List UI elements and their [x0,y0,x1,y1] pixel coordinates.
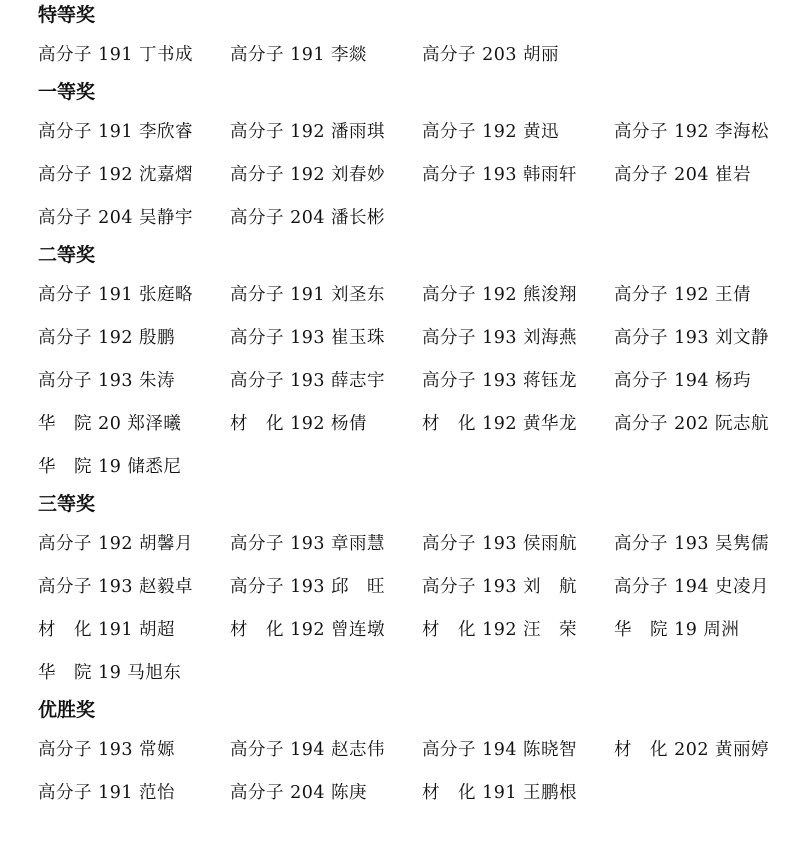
award-recipient-entry: 高分子 193 薛志宇 [230,371,386,391]
award-recipient-entry: 华 院 19 周洲 [614,620,740,640]
award-recipient-entry: 高分子 193 蒋钰龙 [422,371,578,391]
award-recipient-entry: 高分子 194 陈晓智 [422,740,578,760]
award-recipient-entry: 高分子 194 杨玙 [614,371,752,391]
award-recipient-entry: 材 化 191 王鹏根 [422,783,578,803]
award-recipient-entry: 华 院 19 储悉尼 [38,457,182,477]
award-section [38,695,805,815]
award-recipient-entry: 高分子 192 王倩 [614,285,752,305]
award-recipient-entry: 高分子 204 崔岩 [614,165,752,185]
award-recipient-entry: 高分子 204 吴静宇 [38,208,194,228]
award-recipient-entry: 高分子 191 范怡 [38,783,176,803]
award-recipient-entry: 高分子 192 刘春妙 [230,165,386,185]
award-recipient-entry: 高分子 192 李海松 [614,122,770,142]
award-section-title: 二等奖 [38,244,96,266]
award-section [38,489,805,695]
award-recipient-entry: 高分子 192 熊浚翔 [422,285,578,305]
award-recipient-entry: 高分子 193 朱涛 [38,371,176,391]
award-list-document [38,0,805,815]
award-recipient-entry: 高分子 193 邱 旺 [230,577,386,597]
award-recipient-entry: 高分子 203 胡丽 [422,45,560,65]
award-section [38,77,805,240]
award-row [38,360,805,403]
award-recipient-entry: 华 院 19 马旭东 [38,663,182,683]
award-recipient-entry: 高分子 191 张庭略 [38,285,194,305]
award-row [38,609,805,652]
award-section [38,240,805,489]
award-section-title: 一等奖 [38,81,96,103]
award-recipient-entry: 材 化 192 曾连墩 [230,620,386,640]
award-recipient-entry: 高分子 191 李燚 [230,45,368,65]
award-recipient-entry: 高分子 202 阮志航 [614,414,770,434]
award-row [38,772,805,815]
award-recipient-entry: 高分子 193 吴隽儒 [614,534,770,554]
award-section [38,0,805,77]
award-recipient-entry: 高分子 193 常嫄 [38,740,176,760]
award-row [38,317,805,360]
award-row [38,34,805,77]
award-row [38,274,805,317]
award-row [38,652,805,695]
award-recipient-entry: 高分子 193 赵毅卓 [38,577,194,597]
award-recipient-entry: 高分子 192 黄迅 [422,122,560,142]
award-section-title: 三等奖 [38,493,96,515]
award-recipient-entry: 高分子 204 陈庚 [230,783,368,803]
award-section-title: 特等奖 [38,4,96,26]
award-recipient-entry: 高分子 193 章雨慧 [230,534,386,554]
award-recipient-entry: 高分子 191 丁书成 [38,45,194,65]
award-recipient-entry: 华 院 20 郑泽曦 [38,414,182,434]
award-recipient-entry: 高分子 192 殷鹏 [38,328,176,348]
award-recipient-entry: 材 化 192 杨倩 [230,414,368,434]
award-row [38,566,805,609]
award-recipient-entry: 高分子 192 潘雨琪 [230,122,386,142]
award-recipient-entry: 高分子 192 沈嘉熠 [38,165,194,185]
award-recipient-entry: 高分子 191 刘圣东 [230,285,386,305]
award-recipient-entry: 高分子 194 史凌月 [614,577,770,597]
award-recipient-entry: 材 化 191 胡超 [38,620,176,640]
award-row [38,197,805,240]
award-recipient-entry: 高分子 204 潘长彬 [230,208,386,228]
award-recipient-entry: 材 化 202 黄丽婷 [614,740,770,760]
award-recipient-entry: 高分子 191 李欣睿 [38,122,194,142]
award-recipient-entry: 高分子 193 侯雨航 [422,534,578,554]
award-row [38,111,805,154]
award-recipient-entry: 高分子 192 胡馨月 [38,534,194,554]
award-row [38,154,805,197]
award-recipient-entry: 高分子 193 崔玉珠 [230,328,386,348]
award-section-title: 优胜奖 [38,699,96,721]
award-row [38,403,805,446]
award-recipient-entry: 材 化 192 黄华龙 [422,414,578,434]
award-recipient-entry: 高分子 193 刘海燕 [422,328,578,348]
award-row [38,446,805,489]
award-row [38,523,805,566]
award-row [38,729,805,772]
award-recipient-entry: 高分子 193 刘文静 [614,328,770,348]
award-recipient-entry: 材 化 192 汪 荣 [422,620,578,640]
award-recipient-entry: 高分子 194 赵志伟 [230,740,386,760]
award-recipient-entry: 高分子 193 刘 航 [422,577,578,597]
award-recipient-entry: 高分子 193 韩雨轩 [422,165,578,185]
